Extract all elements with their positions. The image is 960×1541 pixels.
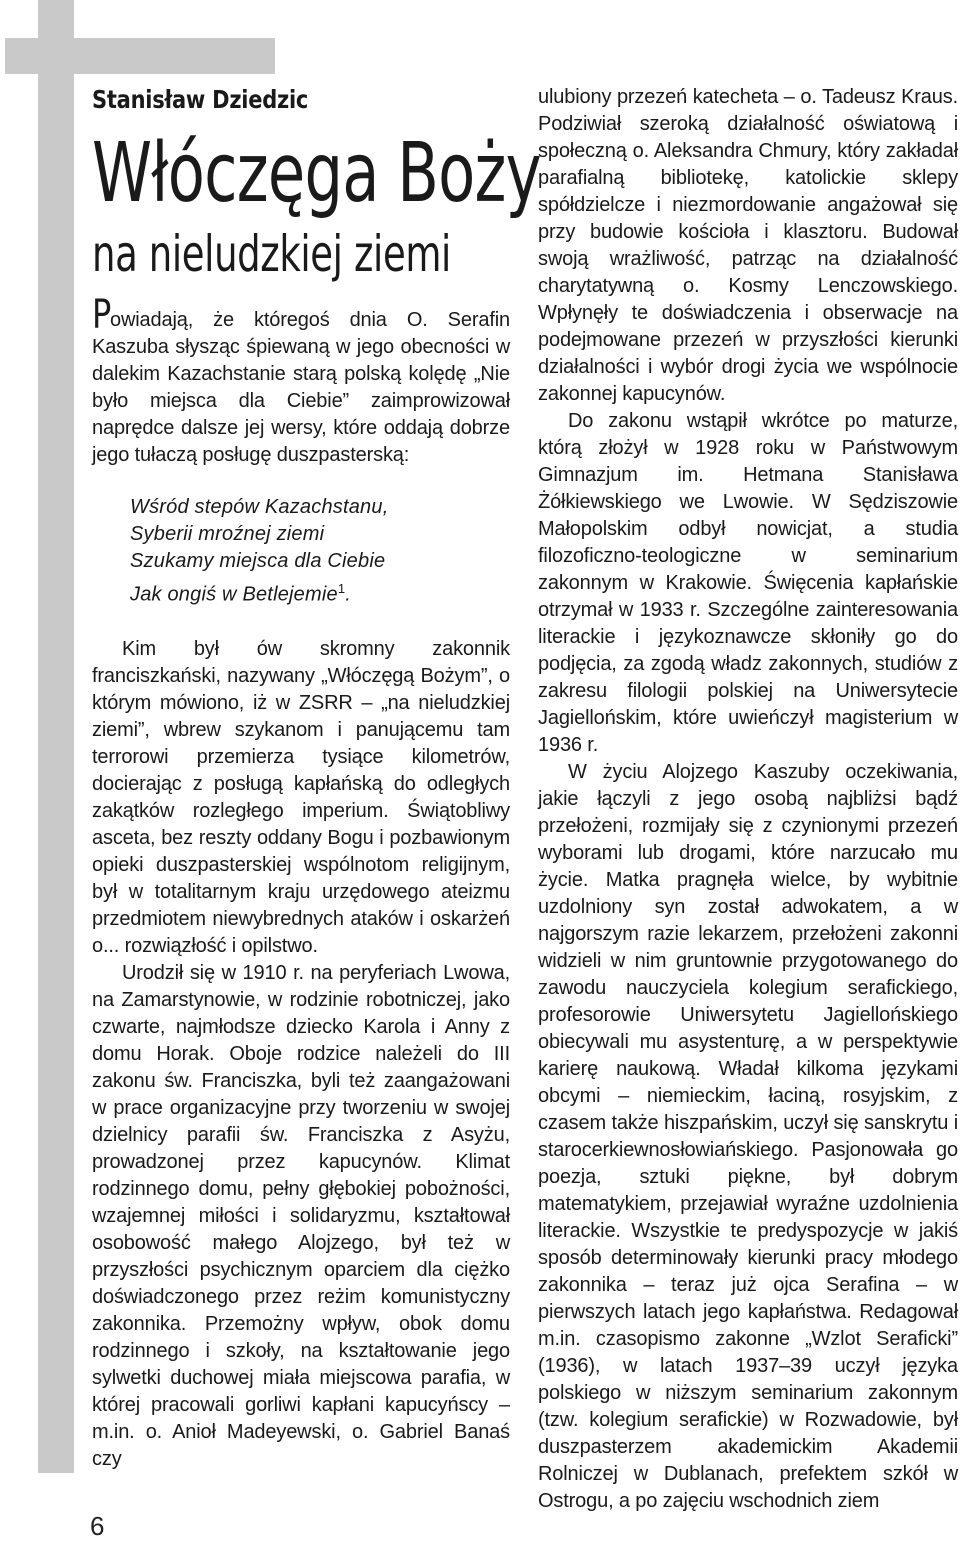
footnote-mark: 1 [337,581,346,596]
poem-end-punctuation: . [345,583,352,606]
decorative-cross-horizontal [5,38,275,74]
body-paragraph: Urodził się w 1910 r. na peryferiach Lwowa, na Zamarstynowie, w rodzinie robotniczej, jako czwarte, najmłodsze dziecko Karola i Anny z domu Horak. Oboje rodzice należeli do III zakonu św. Franciszka, byli też zaangażowani w prace organizacyjne przy tworzeniu w swojej dzielnicy parafii św. Franciszka z Asyżu, prowadzonej przez kapucynów. Klimat rodzinnego domu, pełny głębokiej pobożności, wzajemnej miłości i solidaryzmu, kształtował osobowość małego Alojzego, był też w przyszłości psychicznym oparciem dla ciężko doświadczonego przez reżim komunistyczny zakonnika. Przemożny wpływ, obok domu rodzinnego i szkoły, na kształtowanie jego sylwetki duchowej miała miejscowa parafia, w której pracowali gorliwi kapłani kapucyńscy – m.in. o. Anioł Madeyewski, o. Gabriel Banaś czy [92,961,510,1470]
article-title [92,124,541,284]
body-paragraph: Do zakonu wstąpił wkrótce po maturze, którą złożył w 1928 roku w Państwowym Gimnazjum im. Hetmana Stanisława Żółkiewskiego we Lwowie. W Sędziszowie Małopolskim odbył nowicjat, a studia filozoficzno-teologiczne w seminarium zakonnym w Krakowie. Święcenia kapłańskie otrzymał w 1933 r. Szczególne zainteresowania literackie i językoznawcze skłoniły go do podjęcia, za zgodą władz zakonnych, studiów z zakresu filologii polskiej na Uniwersytecie Jagiellońskim, które uwieńczył magisterium w 1936 r. [538,410,958,756]
author-name: Stanisław Dziedzic [92,85,309,114]
poem-line: Jak ongiś w Betlejemie [130,583,338,606]
left-column [92,84,541,1473]
title-line-2: na nieludzkiej ziemi [92,225,451,283]
title-line-1: Włóczęga Boży [92,126,541,221]
intro-text: owiadają, że któregoś dnia O. Serafin Kaszuba słysząc śpiewaną w jego obecności w dalekim Kazachstanie starą polską kolędę „Nie było miejsca dla Ciebie” zaimprowizował naprędce dalsze jej wersy, które oddają dobrze jego tułaczą posługę duszpasterską: [92,309,510,466]
poem-line-last [130,575,510,609]
body-paragraph: ulubiony przezeń katecheta – o. Tadeusz Kraus. Podziwiał szeroką działalność oświatową i społeczną o. Aleksandra Chmury, który zakładał parafialną bibliotekę, katolickie sklepy spółdzielcze i niezmordowanie angażował się przy budowie kościoła i klasztoru. Budował swoją wrażliwość, patrząc na działalność charytatywną o. Kosmy Lenczowskiego. Wpłynęły te doświadczenia i obserwacje na podejmowane przezeń w przyszłości kierunki działalności i wybór drogi życia we wspólnocie zakonnej kapucynów. [538,86,958,405]
drop-cap: P [92,292,112,338]
poem-line: Szukamy miejsca dla Ciebie [130,550,386,572]
page-number: 6 [90,1511,105,1541]
poem-quote [130,494,510,609]
body-paragraph: W życiu Alojzego Kaszuby oczekiwania, jakie łączyli z jego osobą najbliżsi bądź przełożeni, rozmijały się z czynionymi przezeń wyborami lub drogami, które narzucało mu życie. Matka pragnęła wielce, by wybitnie uzdolniony syn został adwokatem, a w najgorszym razie lekarzem, przełożeni zakonni widzieli w nim gruntownie przygotowanego do zawodu nauczyciela kolegium serafickiego, profesorowie Uniwersytetu Jagiellońskiego obiecywali mu asystenturę, a w perspektywie karierę naukową. Władał kilkoma językami obcymi – niemieckim, łaciną, rosyjskim, z czasem także hiszpańskim, uczył się sanskrytu i starocerkiewnosłowiańskiego. Pasjonowała go poezja, sztuki piękne, był dobrym matematykiem, przejawiał wyraźne uzdolnienia literackie. Wszystkie te predyspozycje w jakiś sposób determinowały kierunki pracy młodego zakonnika – teraz już ojca Serafina – w pierwszych latach jego kapłaństwa. Redagował m.in. czasopismo zakonne „Wzlot Seraficki” (1936), w latach 1937–39 uczył języka polskiego w niższym seminarium zakonnym (tzw. kolegium serafickie) w Rozwadowie, był duszpasterzem akademickim Akademii Rolniczej w Dublanach, prefektem szkół w Ostrogu, a po zajęciu wschodnich ziem [538,761,958,1512]
poem-line: Syberii mroźnej ziemi [130,523,325,545]
body-paragraph: Kim był ów skromny zakonnik franciszkański, nazywany „Włóczęgą Bożym”, o którym mówiono, iż w ZSRR – „na nieludzkiej ziemi”, wbrew szykanom i panującemu tam terrorowi przemierza tysiące kilometrów, docierając z posługą kapłańską do odległych zakątków rozległego imperium. Świątobliwy asceta, bez reszty oddany Bogu i pozbawionym opieki duszpasterskiej wspólnotom religijnym, był w totalitarnym kraju urzędowego ateizmu przedmiotem niewybrednych ataków i oskarżeń o... rozwiązłość i opilstwo. [92,637,510,957]
poem-line: Wśród stepów Kazachstanu, [130,496,389,518]
right-column [538,84,958,1515]
intro-paragraph [92,292,510,469]
decorative-cross-vertical [38,0,74,1473]
